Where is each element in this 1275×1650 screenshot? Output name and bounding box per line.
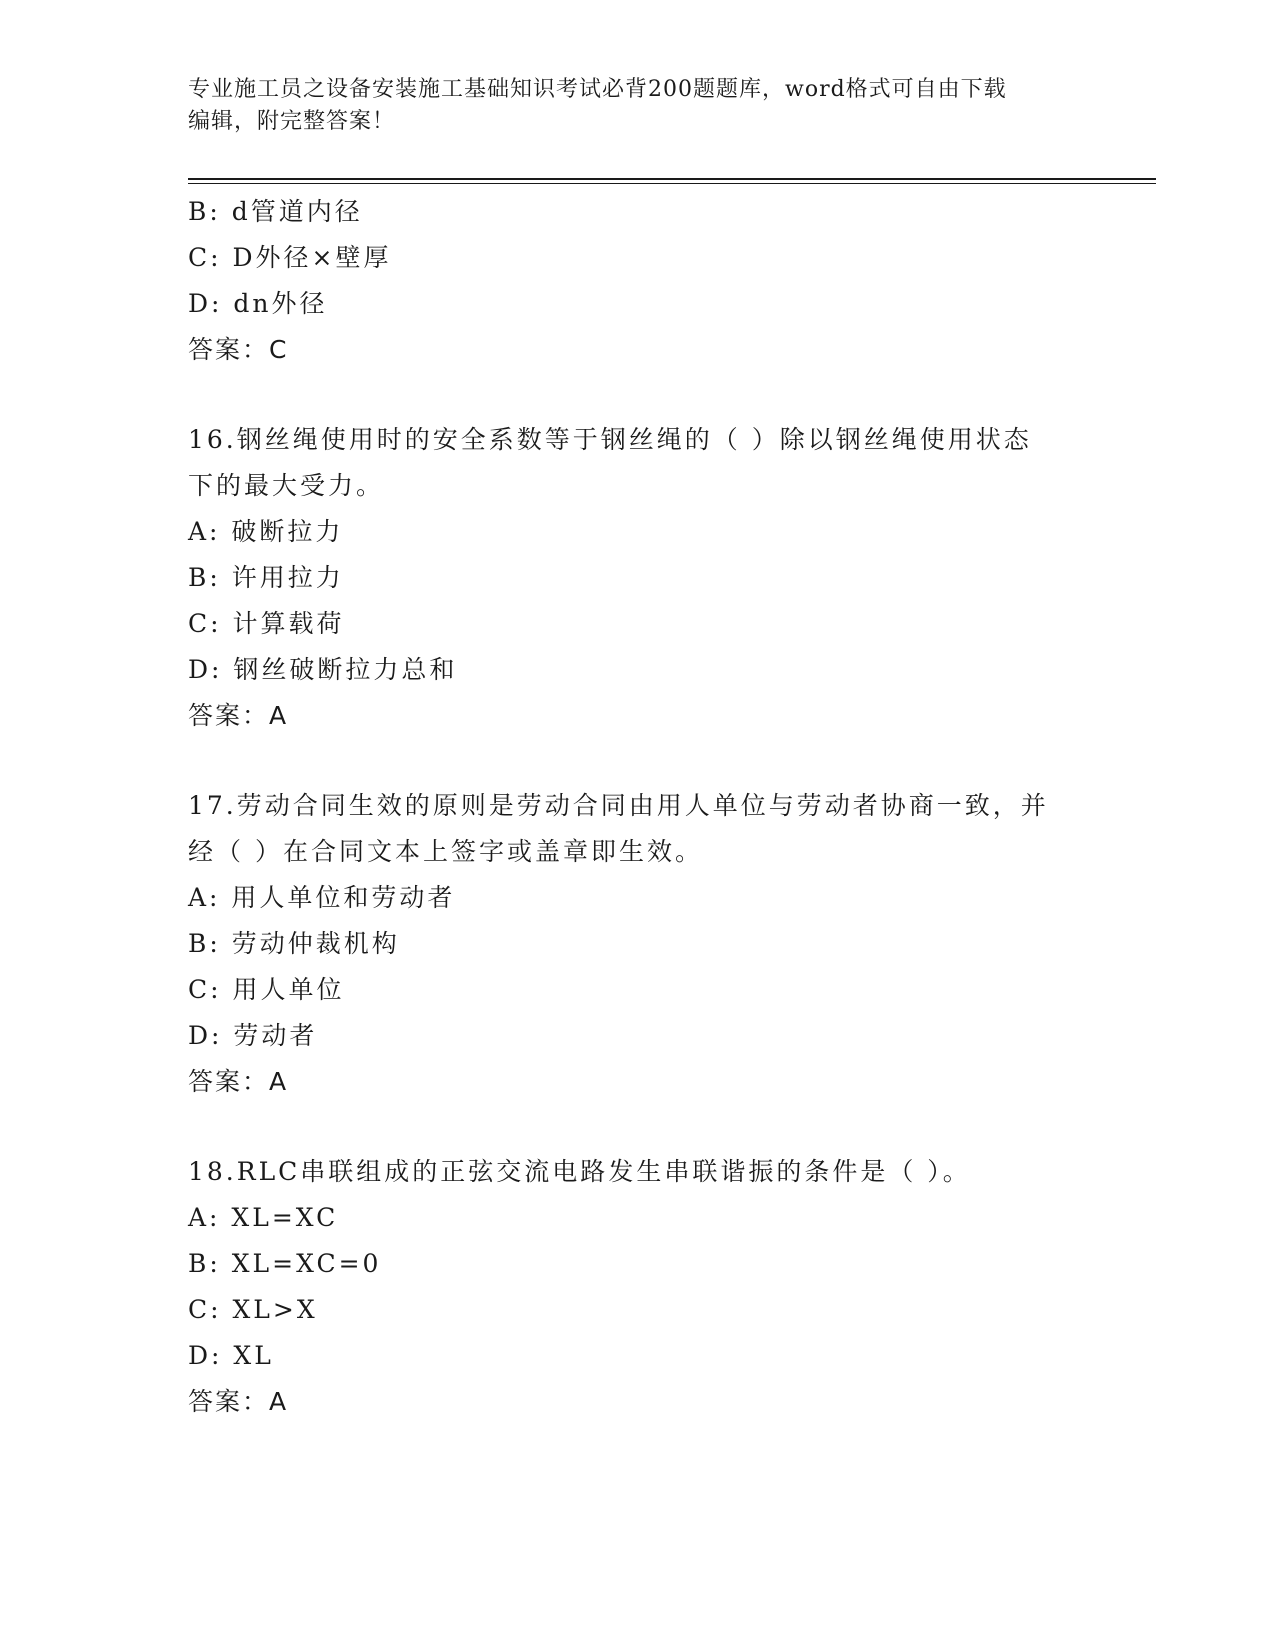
question-stem: 16.钢丝绳使用时的安全系数等于钢丝绳的（ ）除以钢丝绳使用状态 <box>188 425 1032 454</box>
spacer <box>188 373 1088 417</box>
header-title-line-2: 编辑，附完整答案！ <box>188 109 396 134</box>
question-stem: 17.劳动合同生效的原则是劳动合同由用人单位与劳动者协商一致，并 <box>188 791 1049 820</box>
question-stem: 18.RLC串联组成的正弦交流电路发生串联谐振的条件是（ ）。 <box>188 1157 971 1186</box>
option-c: C: XL>X <box>188 1295 318 1324</box>
option-c: C: 计算载荷 <box>188 609 345 638</box>
spacer <box>188 1105 1088 1149</box>
option-b: B: XL=XC=0 <box>188 1249 382 1278</box>
option-d: D: 劳动者 <box>188 1021 318 1050</box>
question-stem-continued: 经（ ）在合同文本上签字或盖章即生效。 <box>188 837 703 866</box>
option-d: D: 钢丝破断拉力总和 <box>188 655 458 684</box>
answer-line: 答案：C <box>188 335 289 364</box>
question-16 <box>188 417 1088 739</box>
option-b: B: 许用拉力 <box>188 563 344 592</box>
answer-line: 答案：A <box>188 1067 289 1096</box>
answer-line: 答案：A <box>188 701 289 730</box>
option-a: A: XL=XC <box>188 1203 339 1232</box>
header-divider <box>188 178 1156 180</box>
option-b: B: 劳动仲裁机构 <box>188 929 400 958</box>
answer-line: 答案：A <box>188 1387 289 1416</box>
question-17 <box>188 783 1088 1105</box>
question-15-tail <box>188 189 1088 373</box>
option-a: A: 用人单位和劳动者 <box>188 883 456 912</box>
question-stem-continued: 下的最大受力。 <box>188 471 385 500</box>
option-c: C: 用人单位 <box>188 975 345 1004</box>
option-d: D: XL <box>188 1341 274 1370</box>
option-d: D: dn外径 <box>188 289 328 318</box>
spacer <box>188 739 1088 783</box>
header-title-line-1: 专业施工员之设备安装施工基础知识考试必背200题题库，word格式可自由下载 <box>188 77 1007 102</box>
question-18 <box>188 1149 1088 1425</box>
option-b: B: d管道内径 <box>188 197 363 226</box>
option-a: A: 破断拉力 <box>188 517 344 546</box>
option-c: C: D外径×壁厚 <box>188 243 392 272</box>
document-header <box>188 74 1088 138</box>
header-divider-thin <box>188 183 1156 184</box>
document-body <box>188 189 1088 1425</box>
